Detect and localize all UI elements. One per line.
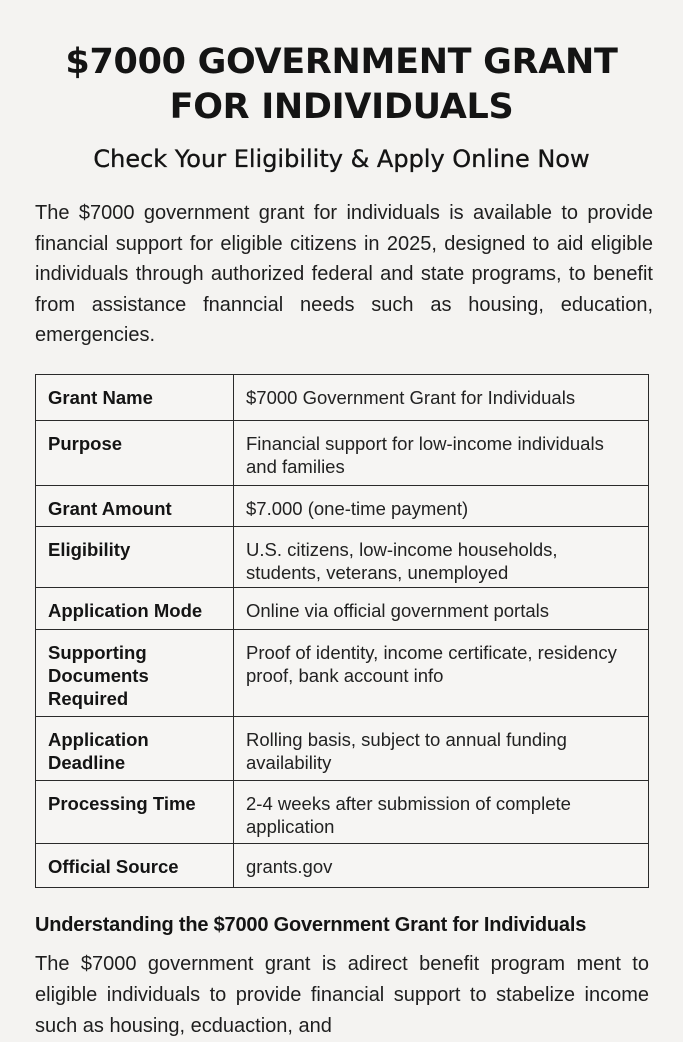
- page-title: $7000 GOVERNMENT GRANT FOR INDIVIDUALS: [65, 42, 618, 127]
- row-value: Online via official government portals: [234, 588, 649, 630]
- row-label: Purpose: [36, 421, 234, 486]
- section-heading: Understanding the $7000 Government Grant for Individuals: [35, 914, 587, 936]
- row-value: Financial support for low-income individuals and families: [234, 421, 649, 486]
- table-row: [36, 375, 649, 421]
- row-value: grants.gov: [234, 844, 649, 888]
- row-value: $7.000 (one-time payment): [234, 486, 649, 527]
- row-label: Grant Name: [36, 375, 234, 421]
- row-value: 2-4 weeks after submission of complete application: [234, 781, 649, 844]
- row-label: Application Deadline: [36, 717, 234, 781]
- row-label: Supporting Documents Required: [36, 630, 234, 717]
- row-value: $7000 Government Grant for Individuals: [234, 375, 649, 421]
- row-label: Application Mode: [36, 588, 234, 630]
- row-label: Processing Time: [36, 781, 234, 844]
- page-subtitle: Check Your Eligibility & Apply Online Now: [93, 145, 590, 173]
- row-value: Proof of identity, income certificate, residency proof, bank account info: [234, 630, 649, 717]
- table-row: [36, 486, 649, 527]
- section-body-paragraph: The $7000 government grant is adirect benefit program ment to eligible individuals to provide financial support to stabelize income such as housing, ecduaction, and: [35, 953, 649, 1037]
- table-row: [36, 844, 649, 888]
- table-row: [36, 717, 649, 781]
- grant-details-table: [35, 374, 649, 888]
- table-row: [36, 781, 649, 844]
- table-row: [36, 630, 649, 717]
- row-label: Grant Amount: [36, 486, 234, 527]
- table-row: [36, 421, 649, 486]
- intro-paragraph: The $7000 government grant for individuals is available to provide financial support for eligible citizens in 2025, designed to aid eligible individuals through authorized federal and state programs, to benefit from assistance fnanncial needs such as housing, education, emergencies.: [35, 202, 653, 346]
- table-row: [36, 588, 649, 630]
- row-value: Rolling basis, subject to annual funding availability: [234, 717, 649, 781]
- row-label: Eligibility: [36, 527, 234, 588]
- table-row: [36, 527, 649, 588]
- row-label: Official Source: [36, 844, 234, 888]
- row-value: U.S. citizens, low-income households, students, veterans, unemployed: [234, 527, 649, 588]
